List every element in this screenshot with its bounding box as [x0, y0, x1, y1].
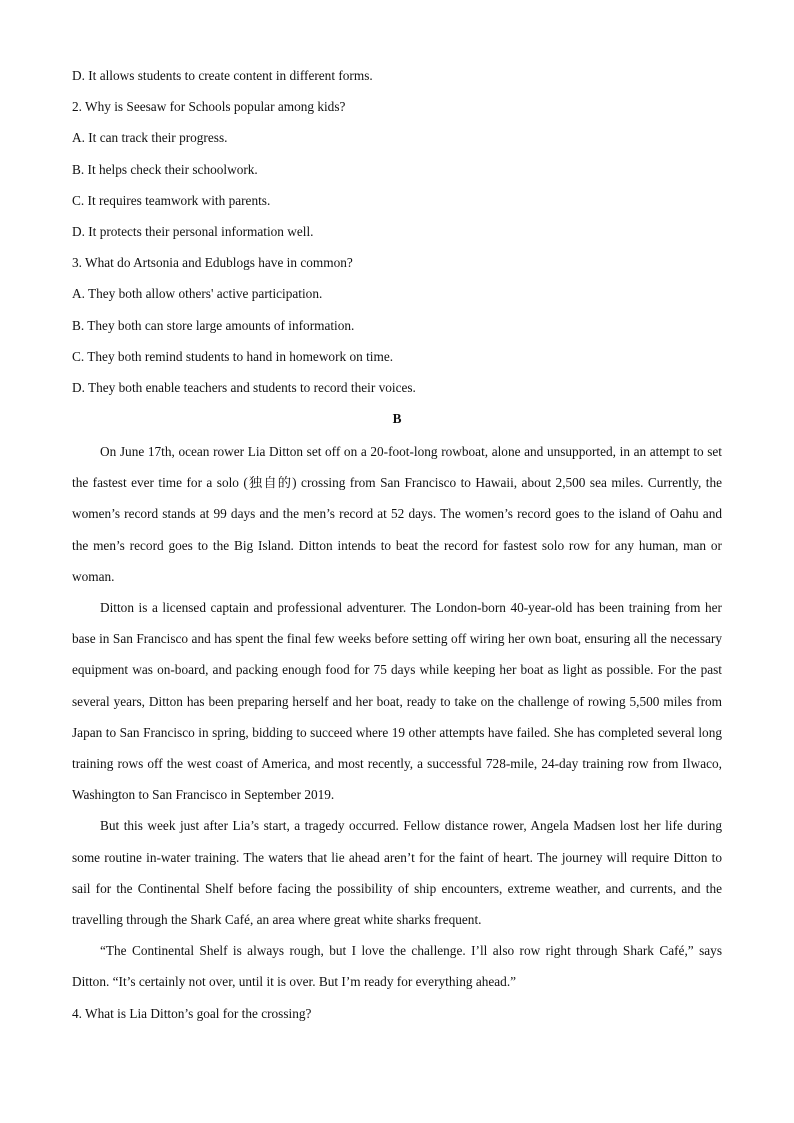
- question-list-top: [72, 60, 722, 403]
- q2-stem: 2. Why is Seesaw for Schools popular among kids?: [72, 99, 346, 115]
- q3-option-d: D. They both enable teachers and students to record their voices.: [72, 379, 416, 395]
- passage-paragraph-3: But this week just after Lia’s start, a tragedy occurred. Fellow distance rower, Angela Madsen lost her life during some routine in-water training. The waters that lie ahead aren’t for the faint of heart. The journey will require Ditton to sail for the Continental Shelf before facing the possibility of ship encounters, extreme weather, and currents, and the travelling through the Shark Café, an area where great white sharks frequent.: [72, 818, 722, 928]
- section-heading: B: [392, 411, 402, 426]
- q3-stem: 3. What do Artsonia and Edublogs have in common?: [72, 255, 353, 271]
- q4-stem: 4. What is Lia Ditton’s goal for the crossing?: [72, 1005, 312, 1021]
- q2-option-b: B. It helps check their schoolwork.: [72, 161, 258, 177]
- q2-option-a: A. It can track their progress.: [72, 130, 228, 146]
- q2-option-c: C. It requires teamwork with parents.: [72, 192, 271, 208]
- q3-option-b: B. They both can store large amounts of information.: [72, 317, 355, 333]
- q3-option-a: A. They both allow others' active participation.: [72, 286, 323, 302]
- passage-paragraph-1: On June 17th, ocean rower Lia Ditton set off on a 20-foot-long rowboat, alone and unsupported, in an attempt to set the fastest ever time for a solo (独自的) crossing from San Francisco to Hawaii, about 2,500 sea miles. Currently, the women’s record stands at 99 days and the men’s record at 52 days. The women’s record goes to the island of Oahu and the men’s record goes to the Big Island. Ditton intends to beat the record for fastest solo row for any human, man or woman.: [72, 444, 722, 584]
- q2-option-d: D. It protects their personal information well.: [72, 223, 314, 239]
- reading-passage: [72, 436, 722, 1029]
- q3-option-c: C. They both remind students to hand in homework on time.: [72, 348, 394, 364]
- passage-paragraph-2: Ditton is a licensed captain and professional adventurer. The London-born 40-year-old has been training from her base in San Francisco and has spent the final few weeks before setting off wiring her own boat, ensuring all the necessary equipment was on-board, and packing enough food for 75 days while keeping her boat as light as possible. For the past several years, Ditton has been preparing herself and her boat, ready to take on the challenge of rowing 5,500 miles from Japan to San Francisco in spring, bidding to succeed where 19 other attempts have failed. She has completed several long training rows off the west coast of America, and most recently, a successful 728-mile, 24-day training row from Ilwaco, Washington to San Francisco in September 2019.: [72, 600, 722, 803]
- q1-option-d: D. It allows students to create content in different forms.: [72, 68, 373, 83]
- passage-paragraph-4: “The Continental Shelf is always rough, but I love the challenge. I’ll also row right through Shark Café,” says Ditton. “It’s certainly not over, until it is over. But I’m ready for everything ahead.”: [72, 943, 722, 990]
